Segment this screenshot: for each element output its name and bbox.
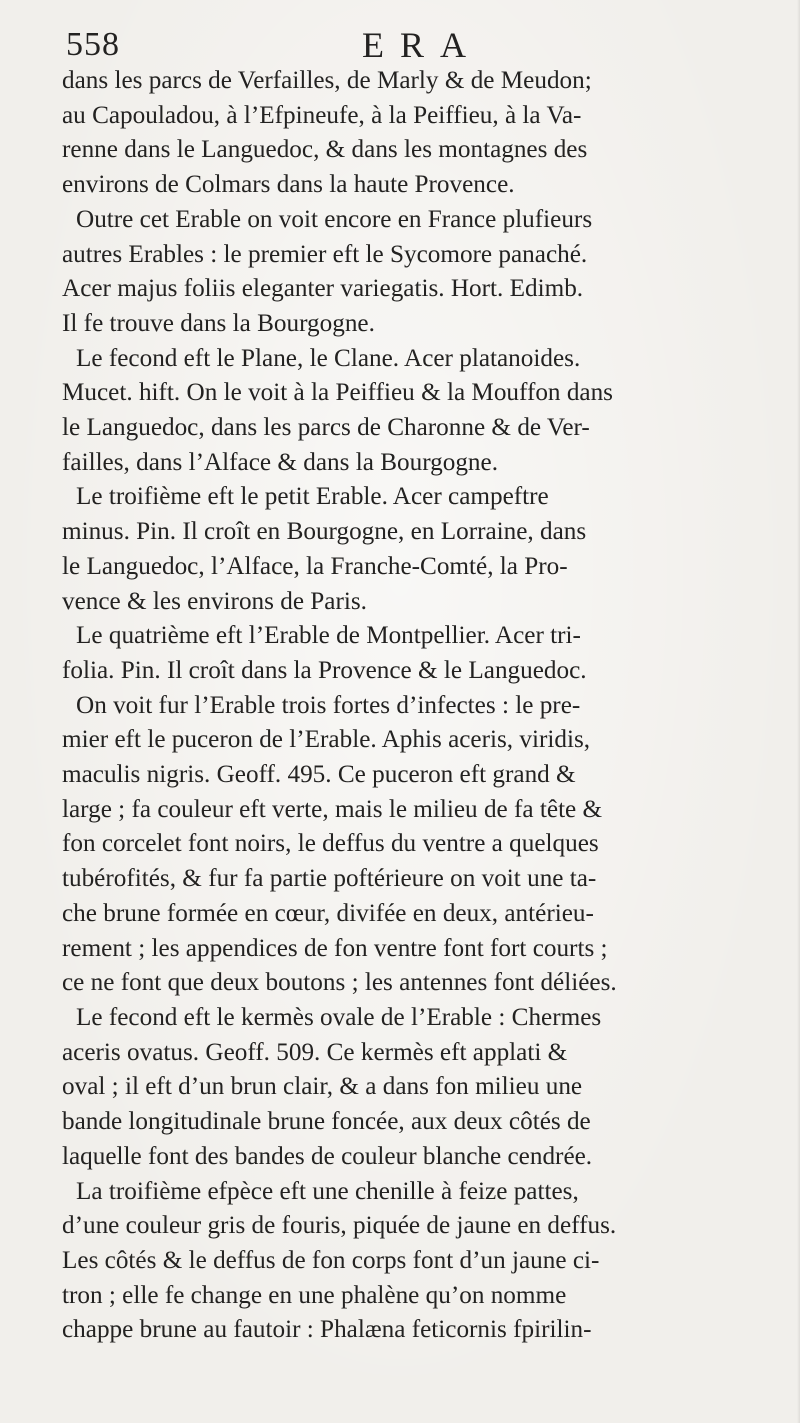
page-header xyxy=(62,22,784,70)
text-line: bande longitudinale brune foncée, aux deux côtés de xyxy=(62,1108,591,1136)
text-line: On voit fur l’Erable trois fortes d’infectes : le pre- xyxy=(76,691,581,719)
text-line: d’une couleur gris de fouris, piquée de jaune en deffus. xyxy=(62,1212,617,1240)
text-line: Acer majus foliis eleganter variegatis. Hort. Edimb. xyxy=(62,275,584,303)
text-line: tron ; elle fe change en une phalène qu’on nomme xyxy=(62,1281,567,1309)
text-line: fon corcelet font noirs, le deffus du ventre a quelques xyxy=(62,830,599,858)
text-line: chappe brune au fautoir : Phalæna feticornis fpirilin- xyxy=(62,1316,592,1344)
text-line: le Languedoc, dans les parcs de Charonne & de Ver- xyxy=(62,414,590,442)
text-line: Le troifième eft le petit Erable. Acer campeftre xyxy=(76,483,549,511)
page-number: 558 xyxy=(66,26,120,63)
text-line: La troifième efpèce eft une chenille à feize pattes, xyxy=(76,1177,579,1205)
text-line: Les côtés & le deffus de fon corps font d’un jaune ci- xyxy=(62,1246,600,1274)
text-line: large ; fa couleur eft verte, mais le milieu de fa tête & xyxy=(62,795,603,823)
text-line: Mucet. hift. On le voit à la Peiffieu & la Mouffon dans xyxy=(62,379,613,407)
text-line: che brune formée en cœur, divifée en deux, antérieu- xyxy=(62,899,594,927)
text-line: vence & les environs de Paris. xyxy=(62,587,367,615)
text-line: au Capouladou, à l’Efpineufe, à la Peiffieu, à la Va- xyxy=(62,101,582,129)
text-line: Le fecond eft le kermès ovale de l’Erable : Chermes xyxy=(76,1003,602,1031)
text-line: autres Erables : le premier eft le Sycomore panaché. xyxy=(62,240,588,268)
text-line: aceris ovatus. Geoff. 509. Ce kermès eft applati & xyxy=(62,1038,568,1066)
text-line: mier eft le puceron de l’Erable. Aphis aceris, viridis, xyxy=(62,726,591,754)
text-line: minus. Pin. Il croît en Bourgogne, en Lorraine, dans xyxy=(62,518,587,546)
text-line: Le fecond eft le Plane, le Clane. Acer platanoides. xyxy=(76,344,581,372)
text-line: dans les parcs de Verfailles, de Marly & de Meudon; xyxy=(62,67,592,94)
text-line: renne dans le Languedoc, & dans les montagnes des xyxy=(62,136,588,164)
text-line: ce ne font que deux boutons ; les antennes font déliées. xyxy=(62,969,617,997)
text-line: failles, dans l’Alface & dans la Bourgogne. xyxy=(62,448,498,476)
body-text xyxy=(62,64,784,1348)
text-line: le Languedoc, l’Alface, la Franche-Comté, la Pro- xyxy=(62,552,568,580)
running-head: ERA xyxy=(362,25,482,65)
text-line: tubérofités, & fur fa partie poftérieure on voit une ta- xyxy=(62,865,597,893)
text-line: laquelle font des bandes de couleur blanche cendrée. xyxy=(62,1142,593,1170)
text-line: Outre cet Erable on voit encore en France plufieurs xyxy=(76,205,593,233)
text-line: oval ; il eft d’un brun clair, & a dans fon milieu une xyxy=(62,1073,583,1101)
text-line: environs de Colmars dans la haute Provence. xyxy=(62,171,515,199)
text-line: rement ; les appendices de fon ventre font fort courts ; xyxy=(62,934,608,962)
text-line: Il fe trouve dans la Bourgogne. xyxy=(62,309,375,337)
text-line: maculis nigris. Geoff. 495. Ce puceron eft grand & xyxy=(62,761,576,789)
text-line: Le quatrième eft l’Erable de Montpellier. Acer tri- xyxy=(76,622,581,650)
text-line: folia. Pin. Il croît dans la Provence & le Languedoc. xyxy=(62,656,587,684)
